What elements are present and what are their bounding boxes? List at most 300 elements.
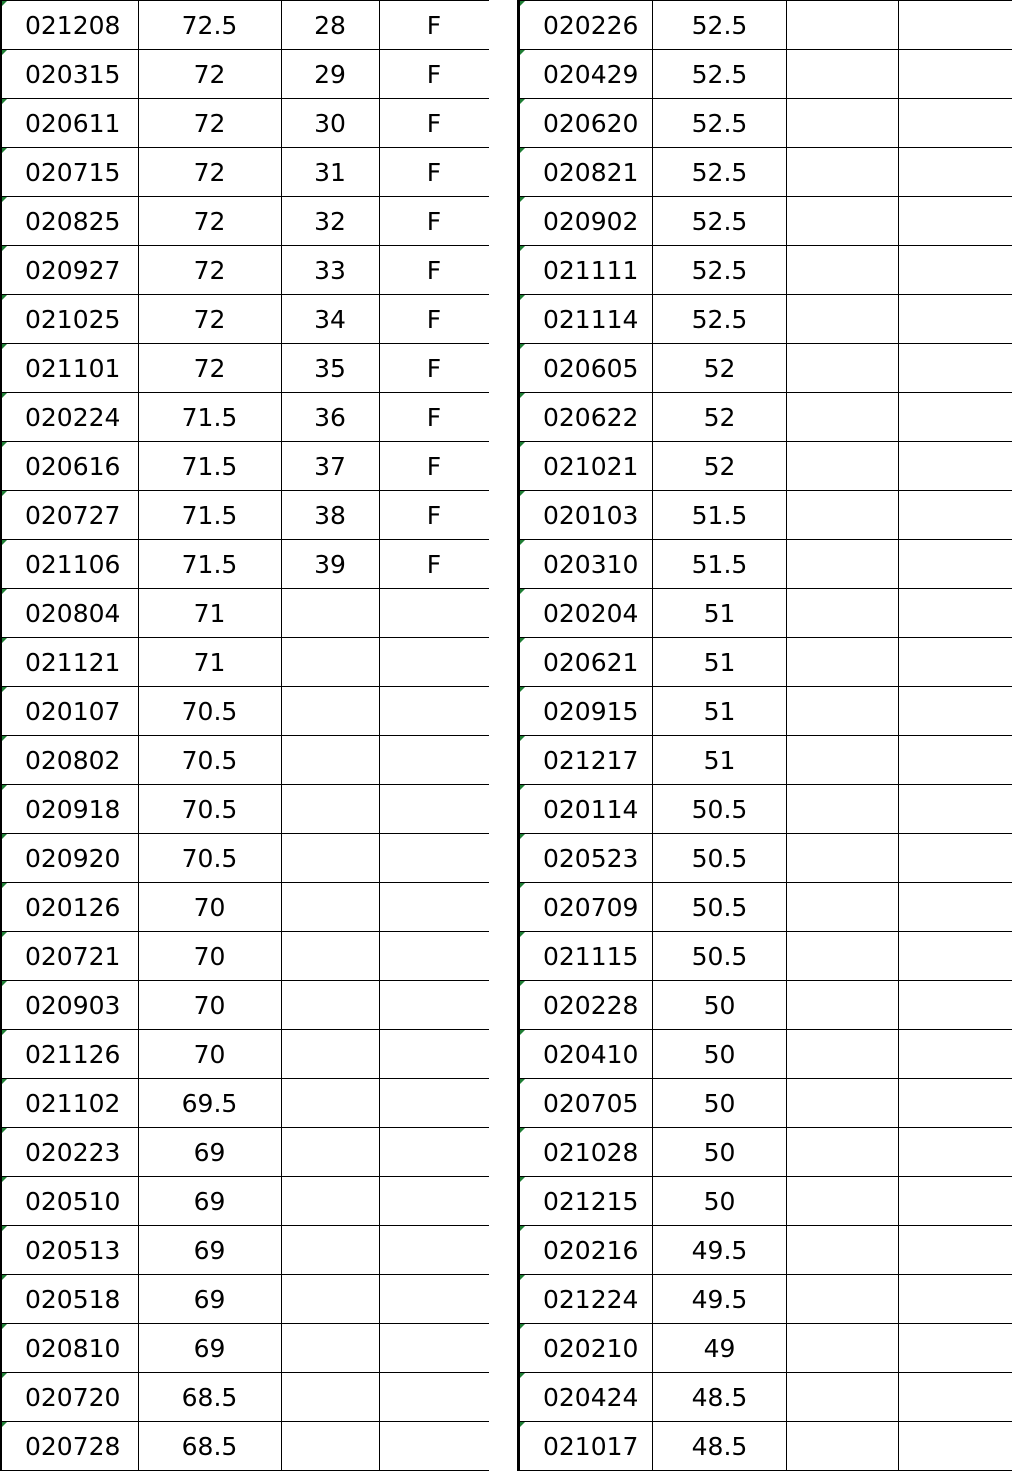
right-table-row: [519, 295, 1012, 344]
left-id-cell[interactable]: 020611: [1, 99, 138, 148]
left-id-cell[interactable]: 020126: [1, 883, 138, 932]
left-id-cell[interactable]: 021106: [1, 540, 138, 589]
left-table-row: [1, 1226, 490, 1275]
right-id-cell[interactable]: 021114: [519, 295, 653, 344]
right-rank-cell[interactable]: [787, 1177, 899, 1226]
right-rank-cell[interactable]: [787, 491, 899, 540]
left-score-cell[interactable]: 72: [138, 246, 281, 295]
right-id-cell[interactable]: 020821: [519, 148, 653, 197]
left-id-cell[interactable]: 021101: [1, 344, 138, 393]
right-id-cell[interactable]: 020210: [519, 1324, 653, 1373]
right-rank-cell[interactable]: [787, 932, 899, 981]
left-grade-cell[interactable]: F: [379, 393, 490, 442]
left-id-cell[interactable]: 020720: [1, 1373, 138, 1422]
right-score-cell[interactable]: 52.5: [653, 295, 787, 344]
left-rank-cell[interactable]: 34: [281, 295, 379, 344]
right-rank-cell[interactable]: [787, 687, 899, 736]
left-score-cell[interactable]: 70.5: [138, 834, 281, 883]
left-score-cell[interactable]: 72: [138, 50, 281, 99]
left-grade-cell[interactable]: F: [379, 1, 490, 50]
right-table-row: [519, 344, 1012, 393]
left-score-cell[interactable]: 72: [138, 148, 281, 197]
left-score-cell[interactable]: 71.5: [138, 442, 281, 491]
left-id-cell[interactable]: 020315: [1, 50, 138, 99]
left-table-row: [1, 1030, 490, 1079]
left-grade-cell[interactable]: [379, 1177, 490, 1226]
left-rank-cell[interactable]: 35: [281, 344, 379, 393]
right-id-cell[interactable]: 021217: [519, 736, 653, 785]
right-score-cell[interactable]: 50: [653, 1030, 787, 1079]
left-score-cell[interactable]: 70: [138, 883, 281, 932]
right-id-cell[interactable]: 020622: [519, 393, 653, 442]
right-rank-cell[interactable]: [787, 883, 899, 932]
right-grade-cell[interactable]: [899, 589, 1012, 638]
right-id-cell[interactable]: 021115: [519, 932, 653, 981]
left-rank-cell[interactable]: [281, 1226, 379, 1275]
right-score-cell[interactable]: 49.5: [653, 1275, 787, 1324]
left-rank-cell[interactable]: [281, 1177, 379, 1226]
right-table-row: [519, 1, 1012, 50]
right-score-cell[interactable]: 51.5: [653, 540, 787, 589]
right-grade-cell[interactable]: [899, 1030, 1012, 1079]
right-table-row: [519, 1373, 1012, 1422]
left-score-cell[interactable]: 69: [138, 1177, 281, 1226]
left-rank-cell[interactable]: [281, 1079, 379, 1128]
left-rank-cell[interactable]: 39: [281, 540, 379, 589]
right-grade-cell[interactable]: [899, 834, 1012, 883]
right-grade-cell[interactable]: [899, 1, 1012, 50]
left-table-row: [1, 1373, 490, 1422]
right-rank-cell[interactable]: [787, 1373, 899, 1422]
left-score-cell[interactable]: 69: [138, 1226, 281, 1275]
left-rank-cell[interactable]: [281, 1128, 379, 1177]
left-grade-cell[interactable]: [379, 981, 490, 1030]
right-id-cell[interactable]: 020204: [519, 589, 653, 638]
left-rank-cell[interactable]: [281, 638, 379, 687]
left-id-cell[interactable]: 020802: [1, 736, 138, 785]
left-id-cell[interactable]: 020715: [1, 148, 138, 197]
left-grade-cell[interactable]: [379, 883, 490, 932]
left-rank-cell[interactable]: 28: [281, 1, 379, 50]
left-table-row: [1, 197, 490, 246]
left-id-cell[interactable]: 020107: [1, 687, 138, 736]
left-id-cell[interactable]: 021126: [1, 1030, 138, 1079]
right-id-cell[interactable]: 021021: [519, 442, 653, 491]
left-rank-cell[interactable]: [281, 1422, 379, 1471]
right-table-row: [519, 442, 1012, 491]
left-table-row: [1, 785, 490, 834]
left-table-row: [1, 50, 490, 99]
left-score-cell[interactable]: 72: [138, 99, 281, 148]
left-rank-cell[interactable]: [281, 1275, 379, 1324]
right-rank-cell[interactable]: [787, 1275, 899, 1324]
left-grade-cell[interactable]: [379, 1275, 490, 1324]
left-table-row: [1, 638, 490, 687]
right-table-row: [519, 981, 1012, 1030]
right-table-row: [519, 540, 1012, 589]
left-table-row: [1, 1128, 490, 1177]
right-table-row: [519, 932, 1012, 981]
right-id-cell[interactable]: 021111: [519, 246, 653, 295]
right-grade-cell[interactable]: [899, 540, 1012, 589]
right-grade-cell[interactable]: [899, 344, 1012, 393]
right-score-cell[interactable]: 52.5: [653, 148, 787, 197]
left-id-cell[interactable]: 020804: [1, 589, 138, 638]
left-score-cell[interactable]: 69.5: [138, 1079, 281, 1128]
right-id-cell[interactable]: 021017: [519, 1422, 653, 1471]
right-rank-cell[interactable]: [787, 540, 899, 589]
right-score-cell[interactable]: 52.5: [653, 1, 787, 50]
left-rank-cell[interactable]: [281, 834, 379, 883]
left-id-cell[interactable]: 020918: [1, 785, 138, 834]
left-rank-cell[interactable]: 31: [281, 148, 379, 197]
right-score-cell[interactable]: 51.5: [653, 491, 787, 540]
right-score-cell[interactable]: 50.5: [653, 785, 787, 834]
right-score-cell[interactable]: 52: [653, 344, 787, 393]
right-score-cell[interactable]: 50.5: [653, 883, 787, 932]
left-id-cell[interactable]: 021121: [1, 638, 138, 687]
left-rank-cell[interactable]: [281, 589, 379, 638]
right-grade-cell[interactable]: [899, 932, 1012, 981]
right-grade-cell[interactable]: [899, 148, 1012, 197]
left-id-cell[interactable]: 021102: [1, 1079, 138, 1128]
left-grade-cell[interactable]: F: [379, 50, 490, 99]
right-table-row: [519, 197, 1012, 246]
right-grade-cell[interactable]: [899, 1079, 1012, 1128]
left-id-cell[interactable]: 020927: [1, 246, 138, 295]
left-grade-cell[interactable]: [379, 1422, 490, 1471]
left-score-table: [0, 0, 492, 1471]
left-grade-cell[interactable]: [379, 736, 490, 785]
left-table-row: [1, 344, 490, 393]
right-score-cell[interactable]: 51: [653, 589, 787, 638]
left-grade-cell[interactable]: [379, 1226, 490, 1275]
right-grade-cell[interactable]: [899, 1324, 1012, 1373]
right-table-row: [519, 1030, 1012, 1079]
right-rank-cell[interactable]: [787, 1, 899, 50]
left-score-cell[interactable]: 70: [138, 1030, 281, 1079]
left-grade-cell[interactable]: F: [379, 148, 490, 197]
left-table-row: [1, 1079, 490, 1128]
right-score-cell[interactable]: 48.5: [653, 1422, 787, 1471]
left-rank-cell[interactable]: 36: [281, 393, 379, 442]
left-rank-cell[interactable]: [281, 981, 379, 1030]
right-grade-cell[interactable]: [899, 883, 1012, 932]
right-table-row: [519, 1324, 1012, 1373]
left-id-cell[interactable]: 020721: [1, 932, 138, 981]
left-table-row: [1, 540, 490, 589]
right-rank-cell[interactable]: [787, 344, 899, 393]
left-rank-cell[interactable]: [281, 785, 379, 834]
left-score-cell[interactable]: 71.5: [138, 393, 281, 442]
left-score-cell[interactable]: 72: [138, 344, 281, 393]
left-grade-cell[interactable]: [379, 785, 490, 834]
left-score-cell[interactable]: 72.5: [138, 1, 281, 50]
right-rank-cell[interactable]: [787, 1030, 899, 1079]
left-rank-cell[interactable]: 29: [281, 50, 379, 99]
right-grade-cell[interactable]: [899, 393, 1012, 442]
left-score-cell[interactable]: 72: [138, 197, 281, 246]
left-table-row: [1, 442, 490, 491]
left-rank-cell[interactable]: [281, 932, 379, 981]
right-rank-cell[interactable]: [787, 1422, 899, 1471]
right-score-cell[interactable]: 52.5: [653, 246, 787, 295]
left-score-cell[interactable]: 70: [138, 932, 281, 981]
left-table-row: [1, 1177, 490, 1226]
left-rank-cell[interactable]: [281, 883, 379, 932]
right-table-row: [519, 1079, 1012, 1128]
right-score-cell[interactable]: 51: [653, 687, 787, 736]
left-table-row: [1, 981, 490, 1030]
right-id-cell[interactable]: 020228: [519, 981, 653, 1030]
left-grade-cell[interactable]: F: [379, 246, 490, 295]
right-table-row: [519, 834, 1012, 883]
right-grade-cell[interactable]: [899, 1128, 1012, 1177]
left-score-cell[interactable]: 72: [138, 295, 281, 344]
left-score-cell[interactable]: 70.5: [138, 736, 281, 785]
right-id-cell[interactable]: 020621: [519, 638, 653, 687]
right-id-cell[interactable]: 020709: [519, 883, 653, 932]
column-divider: [489, 0, 517, 1472]
right-rank-cell[interactable]: [787, 1226, 899, 1275]
right-grade-cell[interactable]: [899, 785, 1012, 834]
right-rank-cell[interactable]: [787, 981, 899, 1030]
right-id-cell[interactable]: 020410: [519, 1030, 653, 1079]
right-id-cell[interactable]: 021215: [519, 1177, 653, 1226]
right-id-cell[interactable]: 020620: [519, 99, 653, 148]
left-rank-cell[interactable]: [281, 1373, 379, 1422]
right-rank-cell[interactable]: [787, 638, 899, 687]
right-table-row: [519, 1226, 1012, 1275]
right-grade-cell[interactable]: [899, 295, 1012, 344]
right-grade-cell[interactable]: [899, 638, 1012, 687]
left-table-row: [1, 687, 490, 736]
right-grade-cell[interactable]: [899, 981, 1012, 1030]
left-rank-cell[interactable]: 32: [281, 197, 379, 246]
right-id-cell[interactable]: 020216: [519, 1226, 653, 1275]
right-table-row: [519, 736, 1012, 785]
right-table-row: [519, 1422, 1012, 1471]
right-rank-cell[interactable]: [787, 442, 899, 491]
left-table-row: [1, 1, 490, 50]
left-id-cell[interactable]: 020616: [1, 442, 138, 491]
right-rank-cell[interactable]: [787, 197, 899, 246]
right-rank-cell[interactable]: [787, 1324, 899, 1373]
left-grade-cell[interactable]: F: [379, 442, 490, 491]
right-rank-cell[interactable]: [787, 1128, 899, 1177]
right-grade-cell[interactable]: [899, 1373, 1012, 1422]
left-score-cell[interactable]: 68.5: [138, 1373, 281, 1422]
left-table-row: [1, 589, 490, 638]
left-score-cell[interactable]: 69: [138, 1128, 281, 1177]
right-id-cell[interactable]: 020103: [519, 491, 653, 540]
left-rank-cell[interactable]: 38: [281, 491, 379, 540]
left-grade-cell[interactable]: [379, 1324, 490, 1373]
right-grade-cell[interactable]: [899, 1177, 1012, 1226]
left-id-cell[interactable]: 021025: [1, 295, 138, 344]
left-rank-cell[interactable]: 33: [281, 246, 379, 295]
left-grade-cell[interactable]: F: [379, 540, 490, 589]
right-score-cell[interactable]: 48.5: [653, 1373, 787, 1422]
left-id-cell[interactable]: 021208: [1, 1, 138, 50]
left-score-cell[interactable]: 71.5: [138, 491, 281, 540]
right-id-cell[interactable]: 021028: [519, 1128, 653, 1177]
left-grade-cell[interactable]: [379, 1128, 490, 1177]
right-table-row: [519, 491, 1012, 540]
left-table-row: [1, 736, 490, 785]
right-grade-cell[interactable]: [899, 197, 1012, 246]
right-score-cell[interactable]: 51: [653, 736, 787, 785]
right-table-row: [519, 148, 1012, 197]
right-table-row: [519, 1128, 1012, 1177]
right-rank-cell[interactable]: [787, 295, 899, 344]
left-grade-cell[interactable]: [379, 687, 490, 736]
left-rank-cell[interactable]: [281, 687, 379, 736]
left-table-row: [1, 834, 490, 883]
left-score-cell[interactable]: 69: [138, 1275, 281, 1324]
right-grade-cell[interactable]: [899, 442, 1012, 491]
right-score-cell[interactable]: 52.5: [653, 197, 787, 246]
left-grade-cell[interactable]: [379, 1373, 490, 1422]
left-score-cell[interactable]: 68.5: [138, 1422, 281, 1471]
left-table-row: [1, 1275, 490, 1324]
right-score-cell[interactable]: 52.5: [653, 50, 787, 99]
right-score-cell[interactable]: 51: [653, 638, 787, 687]
right-grade-cell[interactable]: [899, 246, 1012, 295]
right-score-cell[interactable]: 52.5: [653, 99, 787, 148]
right-id-cell[interactable]: 020429: [519, 50, 653, 99]
left-id-cell[interactable]: 020223: [1, 1128, 138, 1177]
left-grade-cell[interactable]: [379, 589, 490, 638]
right-table-row: [519, 1275, 1012, 1324]
left-grade-cell[interactable]: [379, 638, 490, 687]
right-table-row: [519, 50, 1012, 99]
right-id-cell[interactable]: 020310: [519, 540, 653, 589]
right-score-cell[interactable]: 52: [653, 442, 787, 491]
left-id-cell[interactable]: 020920: [1, 834, 138, 883]
left-grade-cell[interactable]: F: [379, 344, 490, 393]
left-id-cell[interactable]: 020513: [1, 1226, 138, 1275]
right-score-cell[interactable]: 50.5: [653, 932, 787, 981]
right-table-row: [519, 393, 1012, 442]
left-id-cell[interactable]: 020727: [1, 491, 138, 540]
left-id-cell[interactable]: 020224: [1, 393, 138, 442]
right-id-cell[interactable]: 021224: [519, 1275, 653, 1324]
right-rank-cell[interactable]: [787, 148, 899, 197]
left-score-cell[interactable]: 70: [138, 981, 281, 1030]
left-grade-cell[interactable]: [379, 834, 490, 883]
right-rank-cell[interactable]: [787, 785, 899, 834]
right-rank-cell[interactable]: [787, 834, 899, 883]
right-rank-cell[interactable]: [787, 246, 899, 295]
left-id-cell[interactable]: 020510: [1, 1177, 138, 1226]
left-score-cell[interactable]: 69: [138, 1324, 281, 1373]
right-score-cell[interactable]: 52: [653, 393, 787, 442]
left-rank-cell[interactable]: 37: [281, 442, 379, 491]
left-table-row: [1, 932, 490, 981]
left-score-cell[interactable]: 70.5: [138, 785, 281, 834]
left-rank-cell[interactable]: [281, 1324, 379, 1373]
left-grade-cell[interactable]: F: [379, 295, 490, 344]
right-grade-cell[interactable]: [899, 50, 1012, 99]
left-table-row: [1, 246, 490, 295]
left-grade-cell[interactable]: [379, 1030, 490, 1079]
left-id-cell[interactable]: 020825: [1, 197, 138, 246]
right-rank-cell[interactable]: [787, 736, 899, 785]
right-grade-cell[interactable]: [899, 1275, 1012, 1324]
left-table-row: [1, 491, 490, 540]
right-id-cell[interactable]: 020902: [519, 197, 653, 246]
left-id-cell[interactable]: 020518: [1, 1275, 138, 1324]
left-grade-cell[interactable]: F: [379, 491, 490, 540]
right-grade-cell[interactable]: [899, 736, 1012, 785]
right-id-cell[interactable]: 020523: [519, 834, 653, 883]
right-rank-cell[interactable]: [787, 393, 899, 442]
right-grade-cell[interactable]: [899, 1422, 1012, 1471]
right-table-row: [519, 1177, 1012, 1226]
left-grade-cell[interactable]: [379, 1079, 490, 1128]
left-score-cell[interactable]: 71.5: [138, 540, 281, 589]
right-id-cell[interactable]: 020705: [519, 1079, 653, 1128]
left-grade-cell[interactable]: F: [379, 99, 490, 148]
left-rank-cell[interactable]: 30: [281, 99, 379, 148]
right-id-cell[interactable]: 020915: [519, 687, 653, 736]
left-table-row: [1, 295, 490, 344]
right-score-cell[interactable]: 50: [653, 981, 787, 1030]
left-table-row: [1, 393, 490, 442]
right-score-cell[interactable]: 49: [653, 1324, 787, 1373]
left-grade-cell[interactable]: [379, 932, 490, 981]
right-table-row: [519, 883, 1012, 932]
right-grade-cell[interactable]: [899, 1226, 1012, 1275]
right-id-cell[interactable]: 020424: [519, 1373, 653, 1422]
right-grade-cell[interactable]: [899, 491, 1012, 540]
right-score-cell[interactable]: 50.5: [653, 834, 787, 883]
right-rank-cell[interactable]: [787, 99, 899, 148]
right-table-row: [519, 687, 1012, 736]
right-table-body: [519, 1, 1012, 1471]
right-id-cell[interactable]: 020114: [519, 785, 653, 834]
right-grade-cell[interactable]: [899, 99, 1012, 148]
left-id-cell[interactable]: 020728: [1, 1422, 138, 1471]
right-id-cell[interactable]: 020605: [519, 344, 653, 393]
right-score-cell[interactable]: 50: [653, 1128, 787, 1177]
right-grade-cell[interactable]: [899, 687, 1012, 736]
left-table-row: [1, 883, 490, 932]
left-grade-cell[interactable]: F: [379, 197, 490, 246]
left-table-body: [1, 1, 490, 1471]
right-rank-cell[interactable]: [787, 1079, 899, 1128]
left-id-cell[interactable]: 020903: [1, 981, 138, 1030]
left-id-cell[interactable]: 020810: [1, 1324, 138, 1373]
right-score-cell[interactable]: 49.5: [653, 1226, 787, 1275]
right-score-cell[interactable]: 50: [653, 1177, 787, 1226]
left-table-row: [1, 1422, 490, 1471]
right-table-row: [519, 638, 1012, 687]
left-score-cell[interactable]: 71: [138, 589, 281, 638]
right-rank-cell[interactable]: [787, 589, 899, 638]
right-id-cell[interactable]: 020226: [519, 1, 653, 50]
right-score-table: [517, 0, 1012, 1471]
right-table-row: [519, 246, 1012, 295]
left-score-cell[interactable]: 71: [138, 638, 281, 687]
right-score-cell[interactable]: 50: [653, 1079, 787, 1128]
left-rank-cell[interactable]: [281, 1030, 379, 1079]
right-rank-cell[interactable]: [787, 50, 899, 99]
left-rank-cell[interactable]: [281, 736, 379, 785]
left-score-cell[interactable]: 70.5: [138, 687, 281, 736]
right-table-row: [519, 99, 1012, 148]
